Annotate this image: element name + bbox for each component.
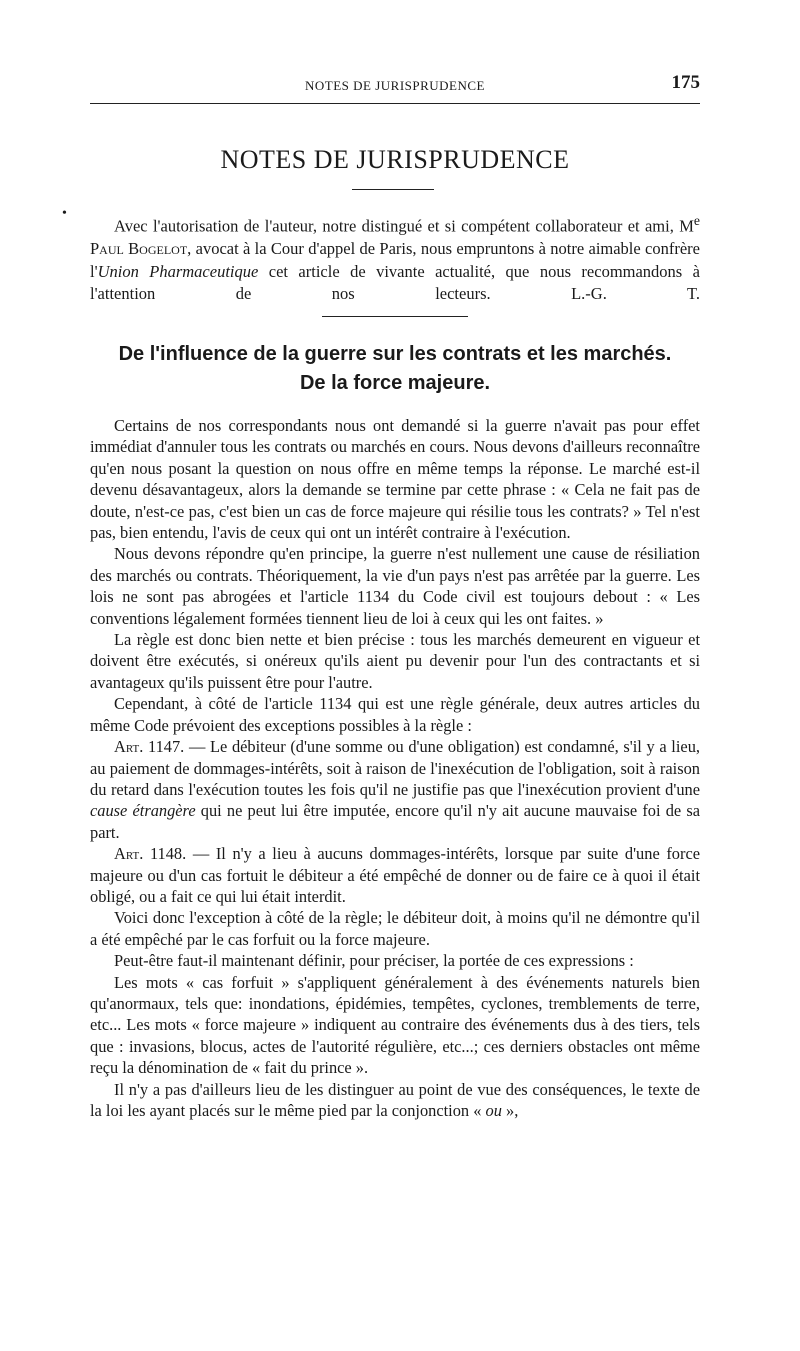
- paragraph-9: Les mots « cas forfuit » s'appliquent généralement à des événements naturels bien qu'anormaux, tels que: inondations, épidémies, tempêtes, cyclones, tremblements de terre, etc... Les mots « force majeure » indiquent au contraire des événements dus à des tiers, tels que : invasions, blocus, actes de l'autorité régulière, etc...; ces derniers obstacles ont même reçu la dénomination de « fait du prince ».: [90, 972, 700, 1078]
- paragraph-5: [90, 736, 700, 843]
- paragraph-5-text-a: 1147. — Le débiteur (d'une somme ou d'une obligation) est condamné, s'il y a lieu, au paiement de dommages-intérêts, soit à raison de l'inexécution de l'obligation, soit à raison du retard dans l'exécution toutes les fois qu'il ne justifie pas que l'inexécution provient d'une: [90, 737, 700, 799]
- paragraph-10: [90, 1079, 700, 1122]
- intro-rule: [322, 316, 468, 317]
- paragraph-4: Cependant, à côté de l'article 1134 qui est une règle générale, deux autres articles du même Code prévoient des exceptions possibles à la règle :: [90, 694, 700, 735]
- paragraph-6-text: 1148. — Il n'y a lieu à aucuns dommages-intérêts, lorsque par suite d'une force majeure ou d'un cas fortuit le débiteur a été empêché de donner ou de faire ce à quoi il était obligé, ou a fait ce qui lui était interdit.: [90, 844, 700, 906]
- paragraph-5-text-b: qui ne peut lui être imputée, encore qu'il n'y ait aucune mauvaise foi de sa part.: [90, 801, 700, 842]
- margin-mark: •: [62, 206, 67, 221]
- intro-text-b: , avocat à la Cour d'appel de Paris, nous empruntons à notre aimable confrère l': [90, 239, 700, 281]
- paragraph-1: Certains de nos correspondants nous ont demandé si la guerre n'avait pas pour effet immédiat d'annuler tous les contrats ou marchés en cours. Nous devons d'ailleurs reconnaître qu'en nous posant la question on nous offre en même temps la réponse. Le marché est-il devenu désavantageux, alors la demande se termine par cette phrase : « Cela ne fait pas de doute, n'est-ce pas, c'est bien un cas de force majeure qui résilie tous les contrats? » Tel n'est pas, bien entendu, l'avis de ceux qui ont un intérêt contraire à l'exécution.: [90, 416, 700, 543]
- paragraph-10-emphasis: ou: [485, 1101, 502, 1120]
- paragraph-10-text-a: Il n'y a pas d'ailleurs lieu de les distinguer au point de vue des conséquences, le texte de la loi les ayant placés sur le même pied par la conjonction «: [90, 1079, 700, 1120]
- paragraph-5-emphasis: cause étrangère: [90, 801, 196, 821]
- title-rule: [352, 189, 434, 190]
- article-label: Art.: [114, 844, 144, 864]
- running-title: NOTES DE JURISPRUDENCE: [304, 78, 485, 93]
- intro-text-a: Avec l'autorisation de l'auteur, notre distingué et si compétent collaborateur et ami, M: [114, 216, 694, 236]
- intro-paragraph: [90, 210, 700, 306]
- intro-text-c: cet article de vivante actualité, que nous recommandons à l'attention de nos lecteurs. L.-G. T.: [90, 261, 700, 304]
- running-header: [90, 72, 700, 102]
- paragraph-8: Peut-être faut-il maintenant définir, pour préciser, la portée de ces expressions :: [114, 951, 634, 971]
- article-label: Art.: [114, 737, 144, 757]
- section-title: NOTES DE JURISPRUDENCE: [220, 145, 570, 174]
- article-body: [90, 415, 700, 1121]
- paragraph-10-text-b: »,: [501, 1101, 519, 1120]
- author-name: Paul Bogelot: [90, 239, 188, 259]
- paragraph-6: [90, 843, 700, 907]
- paragraph-7: Voici donc l'exception à côté de la règle; le débiteur doit, à moins qu'il ne démontre qu'il a été empêché par le cas forfuit ou la force majeure.: [90, 908, 700, 949]
- intro-title-superscript: e: [693, 213, 700, 228]
- paragraph-2: Nous devons répondre qu'en principe, la guerre n'est nullement une cause de résiliation des marchés ou contrats. Théoriquement, la vie d'un pays n'est pas arrêtée par la guerre. Les lois ne sont pas abrogées et l'article 1134 du Code civil est toujours debout : « Les conventions légalement formées tiennent lieu de loi à ceux qui les ont faites. »: [90, 544, 700, 628]
- article-title-line-2: De la force majeure.: [299, 372, 491, 394]
- header-rule: [90, 103, 700, 104]
- page-number: 175: [671, 72, 700, 93]
- paragraph-3: La règle est donc bien nette et bien précise : tous les marchés demeurent en vigueur et doivent être exécutés, si onéreux qu'ils aient pu devenir pour l'un des contractants et si avantageux qu'ils puissent être pour l'autre.: [90, 630, 700, 692]
- article-title-line-1: De l'influence de la guerre sur les contrats et les marchés.: [118, 343, 672, 365]
- article-title: [90, 340, 700, 398]
- intro-note: [90, 210, 700, 306]
- journal-name: Union Pharmaceutique: [97, 261, 259, 281]
